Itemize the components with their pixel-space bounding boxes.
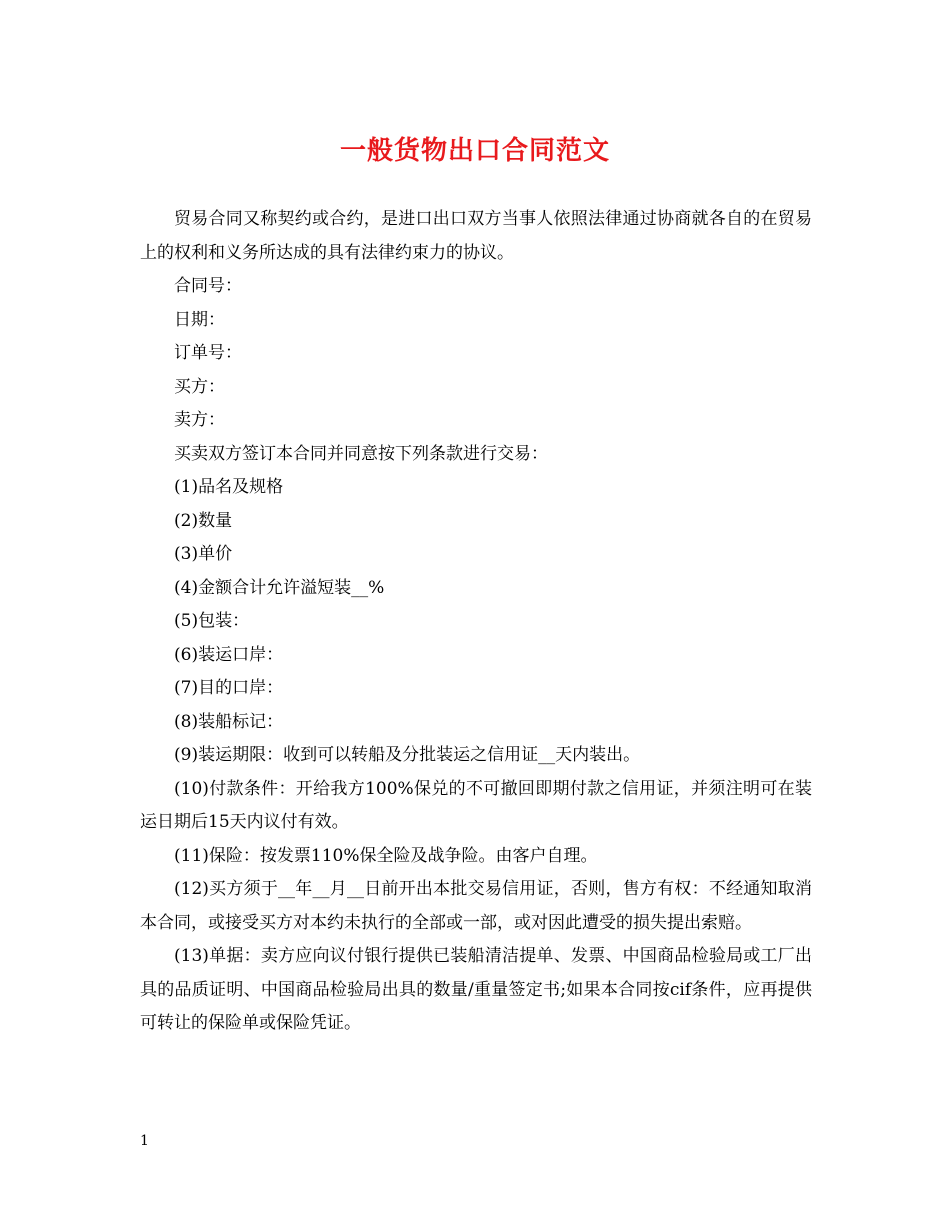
seller-line: 卖方： — [174, 410, 225, 430]
clause-9: (9)装运期限：收到可以转船及分批装运之信用证__天内装出。 — [174, 745, 641, 765]
document-body — [140, 203, 812, 1041]
clause-3: (3)单价 — [174, 544, 233, 564]
clause-2: (2)数量 — [174, 510, 233, 531]
clause-5: (5)包装： — [174, 611, 250, 631]
clause-11: (11)保险：按发票110%保全险及战争险。由客户自理。 — [174, 845, 598, 866]
agreement-line: 买卖双方签订本合同并同意按下列条款进行交易： — [174, 443, 548, 464]
document-title: 一般货物出口合同范文 — [339, 136, 610, 166]
intro-paragraph: 贸易合同又称契约或合约，是进口出口双方当事人依照法律通过协商就各自的在贸易上的权利和义务所达成的具有法律约束力的协议。 — [140, 209, 812, 263]
clause-4: (4)金额合计允许溢短装__% — [174, 577, 385, 598]
clause-1: (1)品名及规格 — [174, 477, 284, 497]
clause-7: (7)目的口岸： — [174, 678, 284, 698]
order-number-line: 订单号： — [174, 343, 242, 363]
buyer-line: 买方： — [174, 376, 225, 397]
clause-6: (6)装运口岸： — [174, 644, 284, 665]
clause-8: (8)装船标记： — [174, 711, 284, 732]
contract-number-line: 合同号： — [174, 276, 242, 296]
clause-13: (13)单据：卖方应向议付银行提供已装船清洁提单、发票、中国商品检验局或工厂出具的品质证明、中国商品检验局出具的数量/重量签定书;如果本合同按cif条件，应再提供可转让的保险单或保险凭证。 — [140, 946, 812, 1033]
clause-10: (10)付款条件：开给我方100%保兑的不可撤回即期付款之信用证，并须注明可在装运日期后15天内议付有效。 — [140, 778, 812, 832]
page-number: 1 — [140, 1133, 149, 1149]
clause-12: (12)买方须于__年__月__日前开出本批交易信用证，否则，售方有权：不经通知取消本合同，或接受买方对本约未执行的全部或一部，或对因此遭受的损失提出索赔。 — [140, 879, 812, 933]
date-line: 日期： — [174, 309, 225, 330]
